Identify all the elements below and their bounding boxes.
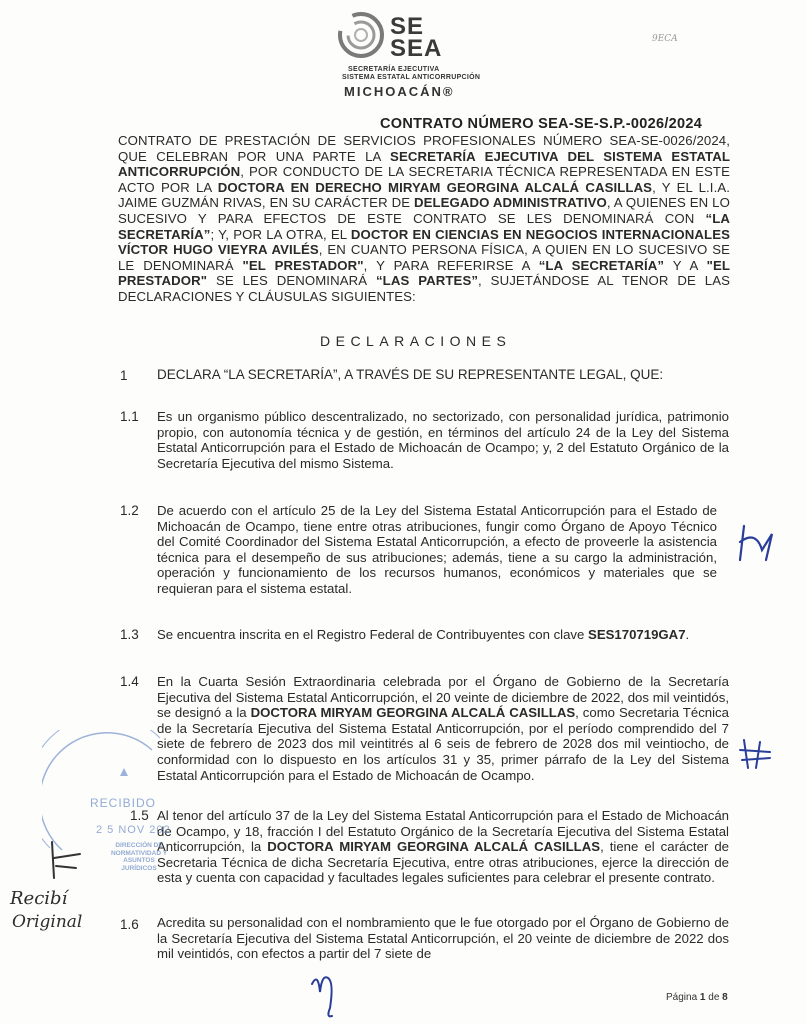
stamp-title: RECIBIDO: [90, 796, 157, 810]
page-footer: Página 1 de 8: [666, 992, 728, 1003]
section-number: 1: [120, 368, 128, 383]
declaration-1-6: Acredita su personalidad con el nombramiento que le fue otorgado por el Órgano de Gobierno de la Secretaría Ejecutiva del Sistema Estatal Anticorrupción, el 20 veinte de diciembre de 2022 dos mil veintidós, con efectos a partir del 7 siete de: [157, 915, 729, 962]
logo-line-1: SECRETARÍA EJECUTIVA: [348, 66, 440, 73]
initials-mark-1: [736, 520, 782, 566]
handwritten-note-1: Recibí: [10, 888, 68, 909]
item-number: 1.5: [130, 808, 149, 823]
declaration-1-2: De acuerdo con el artículo 25 de la Ley del Sistema Estatal Anticorrupción para el Estado de Michoacán de Ocampo, tiene entre otras atribuciones, fungir como Órgano de Apoyo Técnico del Comité Coordinador del Sistema Estatal Anticorrupción, a efecto de proveerle la asistencia técnica para el desempeño de sus atribuciones; además, tiene a su cargo la administración, operación y funcionamiento de los recursos humanos, económicos y materiales que se requieran para el sistema estatal.: [157, 503, 717, 596]
stamp-department: DIRECCIÓN DE NORMATIVIDAD Y ASUNTOS JURÍDICOS: [110, 842, 168, 872]
sesea-logo: [330, 8, 500, 108]
contract-title: CONTRATO NÚMERO SEA-SE-S.P.-0026/2024: [380, 116, 703, 132]
declaration-1-1: Es un organismo público descentralizado, no sectorizado, con personalidad jurídica, patrimonio propio, con autonomía técnica y de gestión, en términos del artículo 24 de la Ley del Sistema Estatal Anticorrupción para el Estado de Michoacán de Ocampo; y, 2 del Estatuto Orgánico de la Secretaría Ejecutiva del mismo Sistema.: [157, 409, 729, 471]
declarations-heading: DECLARACIONES: [320, 333, 512, 349]
declaration-1-3: Se encuentra inscrita en el Registro Federal de Contribuyentes con clave SES170719GA7.: [157, 627, 690, 642]
declaration-1-4: En la Cuarta Sesión Extraordinaria celebrada por el Órgano de Gobierno de la Secretaría Ejecutiva del Sistema Estatal Anticorrupción, el 20 veinte de diciembre de 2022, dos mil veintidós, se designó a la DOCTORA MIRYAM GEORGINA ALCALÁ CASILLAS, como Secretaria Técnica de la Secretaría Ejecutiva del Sistema Estatal Anticorrupción, por el período comprendido del 7 siete de febrero de 2023 dos mil veintitrés al 6 seis de febrero de 2028 dos mil veintiocho, de conformidad con lo dispuesto en los artículos 31 y 35, primer párrafo de la Ley del Sistema Estatal Anticorrupción para el Estado de Michoacán de Ocampo.: [157, 674, 729, 783]
item-number: 1.6: [120, 917, 139, 932]
logo-swirl-icon: [336, 10, 386, 60]
item-number: 1.3: [120, 627, 139, 642]
item-number: 1.1: [120, 409, 139, 424]
item-number: 1.2: [120, 503, 139, 518]
item-number: 1.4: [120, 674, 139, 689]
corner-note: 9ECA: [652, 34, 678, 44]
signature-scribble: [46, 838, 86, 882]
stamp-date: 2 5 NOV 202: [96, 824, 171, 836]
logo-line-2: SISTEMA ESTATAL ANTICORRUPCIÓN: [342, 74, 481, 81]
logo-state: MICHOACÁN®: [344, 84, 455, 99]
bottom-initials-mark: [306, 968, 350, 1020]
section-heading: DECLARA “LA SECRETARÍA”, A TRAVÉS DE SU REPRESENTANTE LEGAL, QUE:: [157, 367, 664, 382]
logo-mark: SE SEA: [390, 13, 443, 62]
initials-mark-2: [738, 736, 774, 772]
declaration-1-5: Al tenor del artículo 37 de la Ley del Sistema Estatal Anticorrupción para el Estado de Michoacán de Ocampo, y 18, fracción I del Estatuto Orgánico de la Secretaría Ejecutiva del Sistema Estatal Anticorrupción, la DOCTORA MIRYAM GEORGINA ALCALÁ CASILLAS, tiene el carácter de Secretaria Técnica de dicha Secretaría Ejecutiva, entre otras atribuciones, ejerce la dirección de esta y cuenta con capacidad y facultades legales suficientes para celebrar el presente contrato.: [157, 808, 729, 886]
handwritten-note-2: Original: [12, 912, 83, 932]
intro-paragraph: CONTRATO DE PRESTACIÓN DE SERVICIOS PROFESIONALES NÚMERO SEA-SE-0026/2024, QUE CELEBRAN POR UNA PARTE LA SECRETARÍA EJECUTIVA DEL SISTEMA ESTATAL ANTICORRUPCIÓN, POR CONDUCTO DE LA SECRETARIA TÉCNICA REPRESENTADA EN ESTE ACTO POR LA DOCTORA EN DERECHO MIRYAM GEORGINA ALCALÁ CASILLAS, Y EL L.I.A. JAIME GUZMÁN RIVAS, EN SU CARÁCTER DE DELEGADO ADMINISTRATIVO, A QUIENES EN LO SUCESIVO Y PARA EFECTOS DE ESTE CONTRATO SE LES DENOMINARÁ CON “LA SECRETARÍA”; Y, POR LA OTRA, EL DOCTOR EN CIENCIAS EN NEGOCIOS INTERNACIONALES VÍCTOR HUGO VIEYRA AVILÉS, EN CUANTO PERSONA FÍSICA, A QUIEN EN LO SUCESIVO SE LE DENOMINARÁ "EL PRESTADOR", Y PARA REFERIRSE A “LA SECRETARÍA” Y A "EL PRESTADOR" SE LES DENOMINARÁ “LAS PARTES”, SUJETÁNDOSE AL TENOR DE LAS DECLARACIONES Y CLÁUSULAS SIGUIENTES:: [118, 133, 731, 304]
